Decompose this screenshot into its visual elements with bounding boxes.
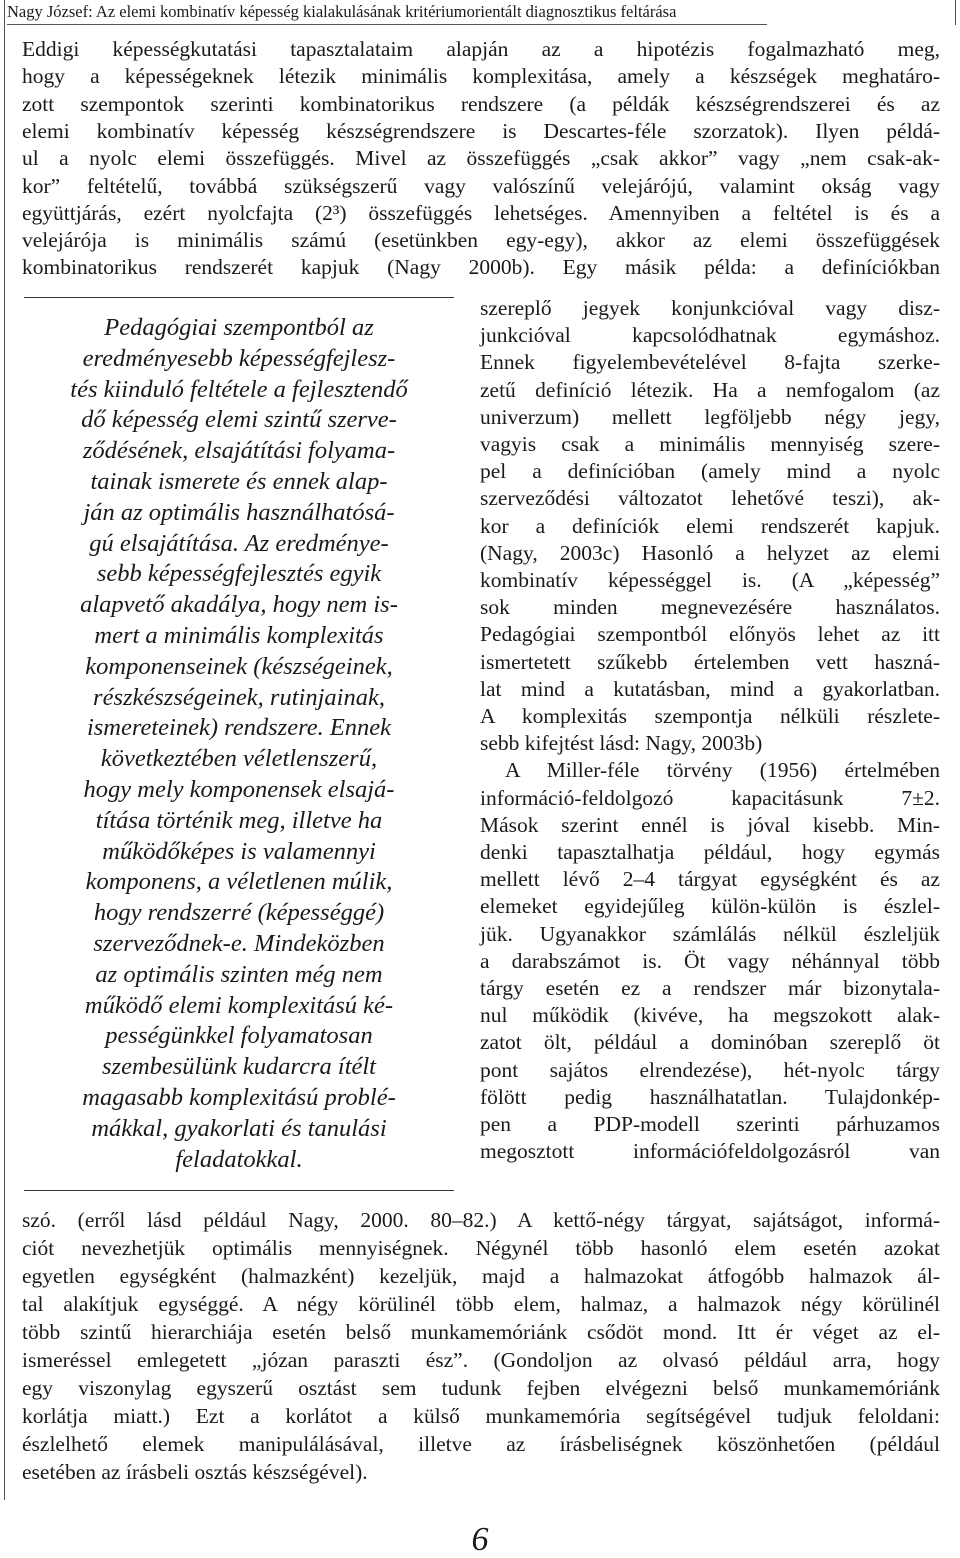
column-line: zetű definíció létezik. Ha a nemfogalom (az: [480, 377, 940, 402]
pull-quote-top-rule: [24, 297, 454, 298]
column-line: (Nagy, 2003c) Hasonló a helyzet az elemi: [480, 540, 940, 565]
paragraph-line: egy viszonylag egyszerű osztást sem tudunk fejben elvégezni belső munkamemóriánk: [22, 1376, 940, 1400]
pull-quote-line: mákkal, gyakorlati és tanulási: [91, 1114, 387, 1142]
paragraph-line: észlelhető elemek manipulálásával, illetve az írásbeliségnek köszönhetően (például: [22, 1432, 940, 1456]
column-line: denki tapasztalhatja például, hogy egymás: [480, 840, 940, 864]
paragraph-line: együttjárás, ezért nyolcfajta (2³) összefüggés lehetséges. Amennyiben a feltétel is és a: [22, 200, 940, 225]
column-line: a darabszámot is. Öt vagy néhánnyal több: [480, 948, 940, 973]
pull-quote-line: ján az optimális használhatósá-: [83, 498, 395, 526]
pull-quote-line: feladatokkal.: [175, 1145, 303, 1173]
paragraph-line: velejárója is minimális számú (esetünkben egy-egy), akkor az elemi összefüggések: [22, 228, 940, 253]
column-line: pont sajátos elrendezése), hét-nyolc tárgy: [480, 1057, 940, 1082]
pull-quote-line: eredményesebb képességfejlesz-: [82, 344, 396, 372]
pull-quote-line: magasabb komplexitású problé-: [82, 1084, 396, 1111]
paragraph-line: egyetlen egységként (halmazként) kezeljük, majd a halmazokat átfogóbb halmazok ál-: [22, 1264, 940, 1288]
pull-quote-bottom-rule: [24, 1190, 454, 1191]
paragraph-line: ul a nyolc elemi összefüggés. Mivel az összefüggés „csak akkor” vagy „nem csak-ak-: [22, 146, 940, 171]
pull-quote-line: részkészségeinek, rutinjainak,: [93, 683, 385, 711]
column-line: A komplexitás szempontja nélküli részlete-: [480, 704, 940, 728]
pull-quote-line: következtében véletlenszerű,: [100, 745, 378, 773]
pull-quote-line: szerveződnek-e. Mindeközben: [93, 930, 385, 957]
column-line: megosztott információfeldolgozásról van: [480, 1139, 940, 1164]
left-margin-rule: [4, 0, 5, 1500]
paragraph-line: tal alakítjuk egységgé. A négy körülinél több elem, halmaz, a halmazok négy körülinél: [22, 1292, 940, 1316]
pull-quote-line: Pedagógiai szempontból az: [104, 314, 374, 341]
column-line: vagyis csak a minimális mennyiség szere-: [480, 432, 940, 456]
paragraph-line: több szintű hierarchiája esetén belső munkamemóriánk csődöt mond. Itt ér véget az el-: [22, 1320, 940, 1344]
paragraph-line: ismeréssel emlegetett „józan paraszti ész”. (Gondoljon az olvasó például arra, hogy: [22, 1348, 940, 1372]
column-line: junkcióval kapcsolódhatnak egymáshoz.: [480, 323, 940, 348]
column-line: sok minden megnevezésére használatos.: [480, 595, 940, 620]
pull-quote-line: pességünkkel folyamatosan: [105, 1022, 373, 1050]
pull-quote-line: hogy rendszerré (képességgé): [93, 899, 385, 927]
column-line: Pedagógiai szempontból előnyös lehet az itt: [480, 622, 940, 647]
paragraph-line: korlátja miatt.) Ezt a korlátot a külső munkamemória segítségével tudjuk feloldani:: [22, 1404, 940, 1428]
column-line: lat mind a kutatásban, mind a gyakorlatban.: [480, 676, 940, 701]
pull-quote-line: gú elsajátítása. Az eredménye-: [89, 529, 389, 557]
paragraph-line: ciót nevezhetjük optimális mennyiségnek. Négynél több hasonló elem esetén azokat: [22, 1236, 940, 1260]
column-line: pen a PDP-modell szerinti párhuzamos: [480, 1112, 940, 1136]
paragraph-line: zott szempontok szerinti kombinatorikus rendszere (a példák készségrendszerei és az: [22, 91, 940, 116]
pull-quote-line: dő képesség elemi szintű szerve-: [81, 406, 397, 434]
pull-quote-line: ismereteinek) rendszere. Ennek: [86, 714, 392, 742]
paragraph-line: szó. (erről lásd például Nagy, 2000. 80–82.) A kettő-négy tárgyat, sajátságot, informá-: [22, 1208, 940, 1232]
column-line: tárgy esetén ez a rendszer már bizonytala-: [480, 976, 940, 1000]
pull-quote-line: működő elemi komplexitású ké-: [84, 991, 394, 1019]
pull-quote-line: szembesülünk kudarcra ítélt: [102, 1053, 376, 1081]
pull-quote-line: komponens, a véletlenen múlik,: [85, 868, 393, 896]
column-line: A Miller-féle törvény (1956) értelmében: [505, 758, 940, 783]
pull-quote-line: tés kiinduló feltétele a fejlesztendő: [70, 375, 408, 403]
pull-quote-line: az optimális szinten még nem: [95, 960, 383, 988]
column-line: kombinatív képességgel is. (A „képesség”: [480, 568, 940, 592]
paragraph-line: kombinatorikus rendszerét kapjuk (Nagy 2000b). Egy másik példa: a definíciókban: [22, 255, 940, 280]
column-line: szereplő jegyek konjunkcióval vagy disz-: [480, 296, 940, 320]
pull-quote-line: ződésének, elsajátítási folyama-: [82, 437, 396, 465]
pull-quote-line: komponenseinek (készségeinek,: [85, 652, 393, 680]
paragraph-line: kor” feltételű, továbbá szükségszerű vagy valószínű velejárójú, valamint okság vagy: [22, 173, 940, 198]
pull-quote-line: alapvető akadálya, hogy nem is-: [80, 591, 398, 619]
page-number: 6: [471, 1521, 489, 1558]
pull-quote-line: működőképes is valamennyi: [102, 837, 376, 865]
column-line: nul működik (kivéve, ha megszokott alak-: [480, 1003, 940, 1028]
running-header: Nagy József: Az elemi kombinatív képesség kialakulásának kritériumorientált diagnosztikus feltárása: [7, 2, 767, 25]
column-line: fölött pedig használhatatlan. Tulajdonkép-: [480, 1084, 940, 1109]
column-line: zatot ölt, például a dominóban szereplő öt: [480, 1030, 940, 1055]
paragraph-line: esetében az írásbeli osztás készségével).: [22, 1460, 368, 1484]
column-line: mellett lévő 2–4 tárgyat egységként és az: [480, 867, 940, 892]
column-line: pel a definícióban (amely mind a nyolc: [480, 459, 940, 484]
column-line: ismertetett szűkebb értelemben vett haszná-: [480, 649, 940, 674]
pull-quote-line: hogy mely komponensek elsajá-: [83, 776, 395, 803]
column-line: Mások szerint ennél is jóval kisebb. Min-: [480, 812, 940, 837]
column-line: sebb kifejtést lásd: Nagy, 2003b): [480, 731, 763, 756]
column-line: elemeket egyidejűleg külön-külön is észlel-: [480, 894, 940, 919]
column-line: Ennek figyelembevételével 8-fajta szerke-: [480, 350, 940, 375]
column-line: kor a definíciók elemi rendszerét kapjuk.: [480, 513, 940, 538]
paragraph-line: hogy a képességeknek létezik minimális komplexitása, amely a készségek meghatáro-: [22, 64, 940, 89]
right-margin-rule: [955, 0, 956, 25]
pull-quote-line: sebb képességfejlesztés egyik: [96, 560, 382, 588]
column-line: szerveződési változatot lehetővé teszi), ak-: [480, 486, 940, 511]
column-line: információ-feldolgozó kapacitásunk 7±2.: [480, 785, 940, 810]
column-line: univerzum) mellett legföljebb négy jegy,: [480, 404, 940, 429]
pull-quote-line: títása történik meg, illetve ha: [95, 806, 383, 834]
column-line: jük. Ugyanakkor számlálás nélkül észleljük: [480, 921, 940, 946]
pull-quote-line: tainak ismerete és ennek alap-: [90, 468, 388, 495]
paragraph-line: elemi kombinatív képesség készségrendszere is Descartes-féle szorzatok). Ilyen példá-: [22, 118, 940, 143]
paragraph-line: Eddigi képességkutatási tapasztalataim alapján az a hipotézis fogalmazható meg,: [22, 37, 940, 61]
pull-quote-line: mert a minimális komplexitás: [94, 622, 384, 649]
